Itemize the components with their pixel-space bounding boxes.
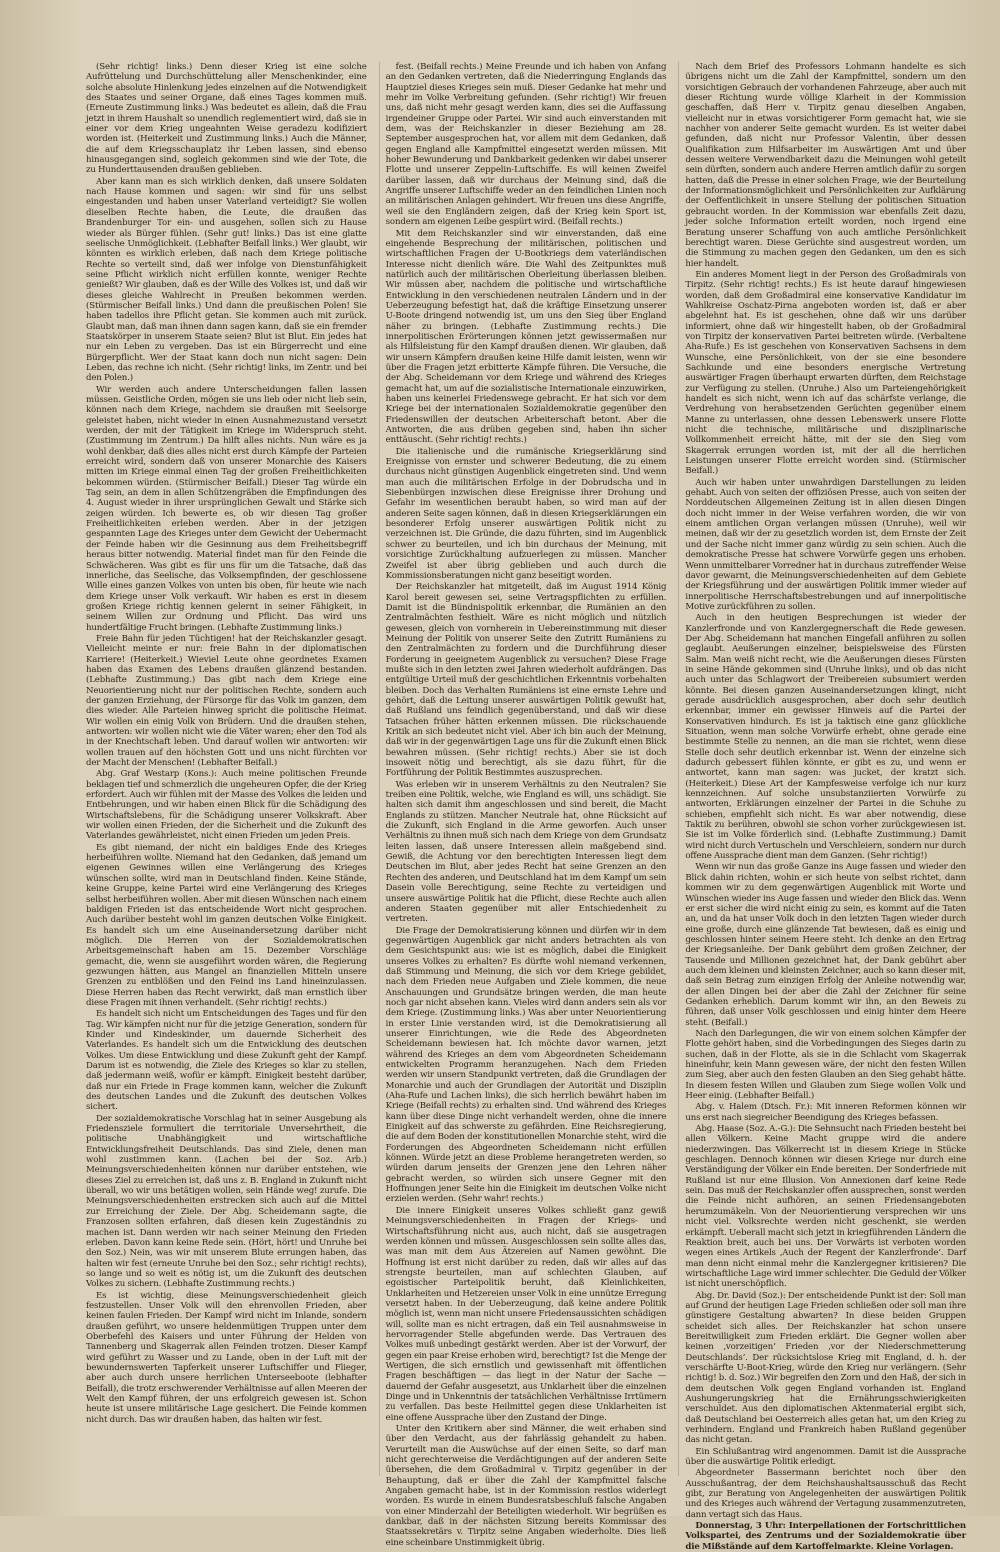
paragraph: Auch wir haben unter unwahrdigen Darstellungen zu leiden gehabt. Auch von seiten der offiziösen Presse, auch von seiten der Norddeutschen Allgemeinen Zeitung ist in allen diesen Dingen doch nicht immer in der Weise verfahren worden, die wir von einem amtlichen Organ verlangen müssen (Unruhe), weil wir meinen, daß wir der zu gesetzlich worden ist, dem Ernste der Zeit und der Sache nicht immer ganz würdig zu sein schien. Auch die demokratische Presse hat schwere Vorwürfe gegen uns erhoben. Wenn unmittelbarer Vorredner hat in durchaus zutreffender Weise davor gewarnt, die Meinungsverschiedenheiten auf dem Gebiete der Kriegsführung und der auswärtigen Politik immer wieder auf innerpolitische Herrschaftsbestrebungen und auf innerpolitische Motive zurückführen zu sollen. — [685, 477, 967, 612]
paragraph: Auch in den heutigen Besprechungen ist wieder der Kanzlerfronde und von Kanzlergegnerschaft die Rede gewesen. Der Abg. Scheidemann hat manchen Eingefall anführen zu sollen geglaubt. Aeußerungen einzelner, beispielsweise des Fürsten Salm. Man weiß nicht recht, wie die Aeußerungen dieses Fürsten in seine Hände gekommen sind (Unruhe links), und ob das nicht auch unter das Schlagwort der Treibereien subsumiert werden könnte. Bei diesen ganzen Auseinandersetzungen klingt, nicht gerade ausdrücklich ausgesprochen, aber doch sehr deutlich erkennbar, immer ein gewisser Hinweis auf die Partei der Konservativen hindurch. Es ist ja taktisch eine ganz glückliche Situation, wenn man solche Vorwürfe erhebt, ohne gerade eine bestimmte Stelle zu nennen, an die man sie richtet, wenn diese Stelle doch sehr deutlich erkennbar ist. Wenn der einzelne sich dadurch gebessert fühlen könnte, er gibt es zu, und wenn er antwortet, kann man sagen: was jucket, der kratzt sich. (Heiterkeit.) Diese Art der Kampfesweise verfolge ich nur kurz kennzeichnen. Auf solche unsubstanziierten Vorwürfe zu antworten, Erklärungen einzelner der Partei in die Schuhe zu schieben, empfiehlt sich nicht. Es war aber notwendig, diese Taktik zu berühren, obwohl sie schon vorher zurückgewiesen ist. Sie ist im Volke förderlich sind. (Lebhafte Zustimmung.) Damit wird nicht durch Vertuscheln und Verschleiern, sondern nur durch offene Aussprache dient man dem Ganzen. (Sehr richtig!) — [685, 613, 967, 862]
paragraph: Der Reichskanzler hat mitgeteilt, daß im August 1914 König Karol bereit gewesen sei, seine Vertragspflichten zu erfüllen. Damit ist die Bündnispolitik erkennbar, die Rumänien an den Zentralmächten festhielt. Wäre es nicht möglich und nützlich gewesen, gleich von vornherein in Uebereinstimmung mit dieser Meinung der Politik von unserer Seite den Zutritt Rumäniens zu den Zentralmächten zu fordern und die Durchführung dieser Forderung in geeignetem Augenblick zu versuchen? Diese Frage mußte sich in den letzten zwei Jahren wiederholt aufdrängen. Das entgültige Urteil muß der geschichtlichen Erkenntnis vorbehalten bleiben. Doch das Verhalten Rumäniens ist eine ernste Lehre und gehört, daß die Leitung unserer auswärtigen Politik gewußt hat, daß Rußland uns feindlich gegenüberstand, und daß wir diese Tatsachen früher hätten erkennen müssen. Die rückschauende Kritik an sich bedeutet nicht viel. Aber ich bin auch der Meinung, daß wir in der gegenwärtigen Lage uns für die Zukunft einen Blick bewahren müssen. (Sehr richtig! rechts.) Aber sie ist doch insoweit nötig und berechtigt, als sie dazu führt, für die Fortführung der Politik Bestimmtes auszusprechen. — [385, 582, 667, 779]
paragraph: Mit dem Reichskanzler sind wir einverstanden, daß eine eingehende Besprechung der militärischen, politischen und wirtschaftlichen Fragen der U-Bootkriegs dem vaterländischen Interesse nicht dienlich wäre. Die Wahl des Zeitpunktes muß natürlich auch der militärischen Oberleitung überlassen bleiben. Wir müssen aber, nachdem die politische und wirtschaftliche Entwicklung in den verschiedenen neutralen Ländern und in der Ueberzeugung befestigt hat, daß die kräftige Einsetzung unserer U-Boote dringend notwendig ist, um uns den Sieg über England näher zu bringen. (Lebhafte Zustimmung rechts.) Die innerpolitischen Erörterungen können jetzt gewissermaßen nur als Hilfsleistung für den Kampf draußen dienen. Wir glauben, daß wir unsern Kämpfern draußen keine Hilfe damit leisten, wenn wir über die Fragen jetzt erbitterte Kämpfe führen. Die Versuche, die der Abg. Scheidemann vor dem Kriege und während des Krieges gemacht hat, um auf die sozialistische Internationale einzuwirken, haben uns keinerlei Friedenswege gebracht. Er hat sich vor dem Kriege bei der internationalen Sozialdemokratie gegenüber den Friedenswillen der deutschen Arbeiterschaft betont. Aber die Antworten, die aus drüben gegeben sind, haben ihn sicher enttäuscht. (Sehr richtig! rechts.) — [385, 228, 667, 446]
paragraph: Die innere Einigkeit unseres Volkes schließt ganz gewiß Meinungsverschiedenheiten in Fragen der Kriegs- und Wirtschaftsführung nicht aus, auch nicht, daß sie ausgetragen werden können und müssen. Ausgeschlossen sein sollte alles das, was man mit dem Aus Ätzereien auf Namen gewöhnt. Die Hoffnung ist erst nicht darüber zu reden, daß wir alles auf das strengste beurteilen, man auf schlechten Glauben, auf egoistischer Parteipolitik beruht, daß Kleinlichkeiten, Unklarheiten und Hetzereien unser Volk in eine unnütze Erregung versetzt haben. In der Ueberzeugung, daß keine andere Politik möglich ist, wenn man nicht unsere Friedensaussichten schädigen will, sollte man es nicht ertragen, daß ein Teil ausnahmsweise in hervorragender Stelle abgefunden werde. Das Vertrauen des Volkes muß unbedingt gestärkt werden. Aber ist der Vorwurf, der gegen ein paar Kreise erhoben wird, berechtigt? Ist die Menge der Wertigen, die sich ernstlich und gewissenhaft mit öffentlichen Fragen beschäftigen — das liegt in der Natur der Sache — dauernd der Gefahr ausgesetzt, aus Unklarheit über die einzelnen Dinge und in Unkenntnis der tatsächlichen Verhältnisse Irrtümern zu verfallen. Das beste Heilmittel gegen diese Unklarheiten ist eine offene Aussprache über den Zustand der Dinge. — [385, 1205, 667, 1423]
paragraph: Die Frage der Demokratisierung können und dürfen wir in dem gegenwärtigen Augenblick gar nicht anders betrachten als von dem Gesichtspunkt aus: wie ist es möglich, dabei die Einigkeit unseres Volkes zu erhalten? Es dürfte wohl niemand verkennen, daß Stimmung und Meinung, die sich vor dem Kriege gebildet, nach dem Frieden neue Aufgaben und Ziele kommen, die neue Anschauungen und Grundsätze bringen werden, die man heute noch gar nicht absehen kann. Vieles wird dann anders sein als vor dem Kriege. (Zustimmung links.) Was aber unter Neuorientierung in erster Linie verstanden wird, ist die Demokratisierung all unserer Einrichtungen, wie die Rede des Abgeordneten Scheidemann bewiesen hat. Ich möchte davor warnen, jetzt während des Krieges an dem vom Abgeordneten Scheidemann entwickelten Programm heranzugehen. Nach dem Frieden werden wir unsern Standpunkt vertreten, daß die Grundlagen der Monarchie und auch der Grundlagen der Autorität und Disziplin (Aha-Rufe und Lachen links), die sich herrlich bewährt haben im Kriege (Beifall rechts) zu erhalten sind. Und während des Krieges kann über diese Dinge nicht verhandelt werden, ohne die innere Einigkeit auf das schwerste zu gefährden. Eine Reichsregierung, die auf dem Boden der konstitutionellen Monarchie steht, wird die Forderungen des Abgeordneten Scheidemann nicht erfüllen können. Würde jetzt an diese Probleme herangetreten werden, so würden darum jenseits der Grenzen jene den Lehren näher gebracht werden, so würden sich unsere Gegner mit den Hoffnungen jener Seite hin die Einigkeit im deutschen Volke nicht erzielen werden. (Sehr wahr! rechts.) — [385, 925, 667, 1205]
column-right — [678, 62, 967, 1552]
paragraph: Die italienische und die rumänische Kriegserklärung sind Ereignisse von ernster und schwerer Bedeutung, die zu einem durchaus nicht günstigen Augenblick eingetreten sind. Und wenn man auch die militärischen Erfolge in der Dobrudscha und in Siebenbürgen inzwischen diese Ereignisse ihrer Drohung und Gefahr im wesentlichen beraubt haben, so wird man auf der anderen Seite sagen können, daß in diesen Kriegserklärungen ein besonderer Erfolg unserer auswärtigen Politik nicht zu verzeichnen ist. Die Gründe, die dazu führten, sind im Augenblick schwer zu beurteilen, und ich bin durchaus der Meinung, mit vorsichtige Zurückhaltung aufzuerlegen zu müssen. Mancher Zweifel ist aber übrig geblieben und auch durch die Kommissionsberatungen nicht ganz beseitigt worden. — [385, 446, 667, 581]
paragraph: Unter den Kritikern aber sind Männer, die weit erhaben sind über den Verdacht, aus der fahrlässig gehandelt zu haben. Verurteilt man die Auswüchse auf der einen Seite, so darf man nicht gerechterweise die Verdächtigungen auf der anderen Seite übersehen, die dem Großadmiral v. Tirpitz gegenüber in der Behauptung, daß er über die Zahl der Kampfmittel falsche Angaben gemacht habe, ist in der Kommission restlos widerlegt worden. Es wurde in einem Bundesratsbeschluß falsche Angaben von einer Minderzahl der Beteiligten wiederholt. Wir begrüßen es dankbar, daß in der nächsten Sitzung bereits Kommissar des Staatssekretärs v. Tirpitz seine Angaben wiederholte. Dies ließ eine scheinbare Unstimmigkeit übrig. — [385, 1424, 667, 1548]
paragraph: fest. (Beifall rechts.) Meine Freunde und ich haben von Anfang an den Gedanken vertreten, daß die Niederringung Englands das Hauptziel dieses Krieges sein muß. Dieser Gedanke hat mehr und mehr im Volke Verbreitung gefunden. (Sehr richtig!) Wir freuen uns, daß nicht mehr gesagt werden kann, dies sei die Auffassung irgendeiner Gruppe oder Partei. Wir sind auch einverstanden mit dem, was der Reichskanzler in dieser Beziehung am 28. September ausgesprochen hat, vor allem mit dem Gedanken, daß gegen England alle Kampfmittel eingesetzt werden müssen. Mit hoher Bewunderung und Dankbarkeit gedenken wir dabei unserer Flotte und unserer Zeppelin-Luftschiffe. Es will keinen Zweifel darüber lassen, daß wir durchaus der Meinung sind, daß die Angriffe unserer Luftschiffe weder an den feindlichen Linien noch an militärischen Anlagen gehindert. Wir freuen uns diese Angriffe, weil sie den Engländern zeigen, daß der Krieg kein Sport ist, sondern am eigenen Leibe gespürt wird. (Beifall rechts.) — [385, 62, 667, 228]
paragraph: Es ist wichtig, diese Meinungsverschiedenheit gleich festzustellen. Unser Volk will den ehrenvollen Frieden, aber keinen faulen Frieden. Der Kampf wird nicht im Inlande, sondern draußen geführt, wo unsere heldenmütigen Truppen unter dem Oberbefehl des Kaisers und unter Führung der Helden von Tannenberg und Skagerrak allen Feinden trotzen. Dieser Kampf wird geführt zu Wasser und zu Lande, oben in der Luft mit der bewundernswerten Tapferkeit unserer Luftschiffer und Flieger, aber auch durch unsere herrlichen Unterseeboote (lebhafter Beifall), die trotz erschwerender Verhältnisse auf allen Meeren der Welt den Kampf führen, der uns erfolgreich gewesen ist. Schon heute ist unsere militärische Lage gesichert. Die Feinde kommen nicht durch. Das wir draußen haben, das halten wir fest. — [86, 1290, 367, 1425]
paragraph: Nach den Darlegungen, die wir von einem solchen Kämpfer der Flotte gehört haben, sind die Vorbedingungen des Sieges darin zu suchen, daß in der Flotte, als sie in die Schlacht vom Skagerrak hineinfuhr, kein Mann gewesen wäre, der nicht den festen Willen zum Sieg, aber auch den festen Glauben an den Sieg gehabt hätte. In diesem festen Willen und Glauben zum Siege wollen Volk und Heer einig. (Lebhafter Beifall.) — [685, 1028, 967, 1102]
column-middle — [379, 62, 667, 1548]
column-left — [86, 62, 367, 1476]
paragraph: Wir werden auch andere Unterscheidungen fallen lassen müssen. Geistliche Orden, mögen sie uns lieb oder nicht lieb sein, können nach dem Kriege, nachdem sie draußen mit Seelsorge geleistet haben, nicht wieder in einen Ausnahmezustand versetzt werden, der mit der Tätigkeit im Kriege im Widerspruch steht. (Zustimmung im Zentrum.) Da hilft alles nichts. Nun wäre es ja wohl denkbar, daß dies alles nicht erst durch Kämpfe der Parteien erreicht wird, sondern daß von unserer Monarchie des Kaisers mitten im Kriege einmal einen Tag der großen Freiheitlichkeiten bekommen würden. (Stürmischer Beifall.) Dieser Tag würde ein Tag sein, an dem in allen Schützengräben die Empfindungen des 4. August wieder in ihrer ursprünglichen Gewalt und Stärke sich zeigen würden. Ich bewerte es, ob wir diesen Tag großer Freiheitlichkeiten erleben werden. Aber in der jetzigen gespannten Lage des Krieges unter dem Gewicht der Uebermacht der Feinde haben wir die Gesinnung aus dem Freiheitsbegriff heraus bitter notwendig. Material findet man für den Feinde die Schwächeren. Was gibt es für uns für um die Tatsache, daß das innerliche, das Seelische, das Volksempfinden, der geschlossene Wille eines ganzen Volkes von unten bis oben, für heute wie nach dem Kriege unser Volk verkauft. Wir haben es erst in diesem großen Kriege richtig kennen gelernt in seiner Fähigkeit, in seinem Willen zur Ordnung und Pflicht. Das wird uns hundertfältige Frucht bringen. (Lebhafte Zustimmung links.) — [86, 384, 367, 633]
paragraph: (Sehr richtig! links.) Denn dieser Krieg ist eine solche Aufrüttelung und Durchschüttelung aller Menschenkinder, eine solche absolute Hinlenkung jedes einzelnen auf die Notwendigkeit des Staates und seiner Organe, daß eines Tages kommen muß. (Erneute Zustimmung links.) Was bedeutet es allein, daß die Frau jetzt in ihrem Haushalt so unendlich reglementiert wird, daß sie in einer vor dem Krieg ungeahnten Weise geradezu kodifiziert worden ist. (Heiterkeit und Zustimmung links.) Auch die Männer, die auf dem Kriegsschauplatz ihr Leben lassen, sind ebenso hinausgegangen sind, sogleich gekommen sind wie der Tote, die zu Hunderttausenden draußen geblieben. — [86, 62, 367, 176]
paragraph: Es handelt sich nicht um Entscheidungen des Tages und für den Tag. Wir kämpfen nicht nur für die jetzige Generation, sondern für Kinder und Kindeskinder, um dauernde Sicherheit des Vaterlandes. Es handelt sich um die Entwicklung des deutschen Volkes. Um diese Entwicklung und diese Zukunft geht der Kampf. Darum ist es notwendig, die Ziele des Krieges so klar zu stellen, daß jedermann weiß, wofür er kämpft. Einigkeit besteht darüber, daß nur ein Friede in Frage kommen kann, welcher die Zukunft des deutschen Landes und die Zukunft des deutschen Volkes sichert. — [86, 1009, 367, 1113]
paragraph: Der sozialdemokratische Vorschlag hat in seiner Ausgebung als Friedensziele formuliert die territoriale Unversehrtheit, die politische Unabhängigkeit und wirtschaftliche Entwicklungsfreiheit Deutschlands. Das sind Ziele, denen man wohl zustimmen kann. (Lachen bei der Soz. Arb.) Meinungsverschiedenheiten können nur darüber entstehen, wie dieses Ziel zu erreichen ist, daß uns z. B. England in Zukunft nicht überall, wo wir uns betätigen wollen, sein Hände weg! zurufe. Die Meinungsverschiedenheiten erstrecken sich auch auf die Mittel zur Erreichung der Ziele. Der Abg. Scheidemann sagte, die Franzosen sollten erfahren, daß diesen kein Zugeständnis zu machen ist. Dann werden wir nach seiner Meinung den Frieden erleben. Davon kann keine Rede sein. (Hört, hört! und Unruhe bei den Soz.) Nein, was wir mit unserem Blute errungen haben, das halten wir fest (erneute Unruhe bei den Soz.; sehr richtig! rechts), so lange und so weit es nötig ist, um die Zukunft des deutschen Volkes zu sichern. (Lebhafte Zustimmung rechts.) — [86, 1113, 367, 1290]
paragraph: Abg. Graf Westarp (Kons.): Auch meine politischen Freunde beklagen tief und schmerzlich die ungeheuren Opfer, die der Krieg erfordert. Auch wir fühlen mit der Masse des Volkes die leiden und Entbehrungen, und wir haben einen Blick für die Schädigung des Wirtschaftslebens, für die Schädigung unserer Volkskraft. Aber wir wollen einen Frieden, der die Sicherheit und die Zukunft des Vaterlandes gewährleistet, nicht einen Frieden um jeden Preis. — [86, 769, 367, 842]
paragraph: Nach dem Brief des Professors Lohmann handelte es sich übrigens nicht um die Zahl der Kampfmittel, sondern um den vorsichtigen Gebrauch der vorhandenen Fahrzeuge, aber auch mit dieser Richtung wurde völlige Klarheit in der Kommission geschaffen, daß Herr v. Tirpitz genau dieselben Angaben, vielleicht nur in etwas vorsichtigerer Form gemacht hat, wie sie nachher von anderer Seite gemacht wurden. Es ist weiter dabei gefunden, daß nicht nur Professor Valentin, über dessen Qualifikation zum Hilfsarbeiter im Auswärtigen Amt und über dessen weitere Verwendbarkeit dazu die Meinungen wohl geteilt sein dürften, sondern auch andere Herren amtlich dafür zu sorgen hatten, daß die Presse in einer solchen Frage, wie der Beurteilung der Informationsmöglichkeit und Persönlichkeiten zur Aufklärung der Oeffentlichkeit in unsere Stellung der politischen Situation gebraucht worden. In der Kommission war ebenfalls Zeit dazu, jeder solche Information erteilt worden, noch irgend eine Beratung unserer Schaffung von auch amtliche Persönlichkeit berechtigt waren. Diese Gerüchte sind ausgestreut worden, um die Stimmung zu machen gegen den Gedanken, um den es sich hier handelt. — [685, 62, 967, 269]
paragraph: Abg. v. Halem (Dtsch. Fr.): Mit inneren Reformen können wir uns erst nach siegreicher Beendigung des Krieges befassen. — [685, 1102, 967, 1123]
text-columns — [86, 62, 967, 1552]
paragraph: Ein anderes Moment liegt in der Person des Großadmirals von Tirpitz. (Sehr richtig! rechts.) Es ist heute darauf hingewiesen worden, daß dem Großadmiral eine konservative Kandidatur im Wahlkreise Oschatz-Pirna angeboten worden ist, daß er aber abgelehnt hat. Es ist geschehen, ohne daß wir uns darüber informiert, ohne daß wir hingestellt haben, ob der Großadmiral von Tirpitz der konservativen Partei beitreten würde. (Verbaltene Aha-Rufe.) Es ist geschehen von Konservativen Sachsens in dem Wunsche, eine Persönlichkeit, von der sie eine besondere Sachkunde und eine besonders energische Vertretung auswärtiger Fragen überhaupt erwarten dürften, dem Reichstage zur Verfügung zu stellen. (Unruhe.) Also um Parteiengehörigkeit handelt es sich nicht, wenn ich auf das schärfste verlange, die Verdrehung von herabsetzenden Gerüchten gegenüber einem Manne zu unterlassen, ohne dessen Lebenswerk unsere Flotte nicht die technische, militärische und disziplinarische Vollkommenheit erreicht hätte, mit der sie den Sieg vom Skagerrak errungen worden ist, mit der all die herrlichen Leistungen unserer Flotte erreicht worden sind. (Stürmischer Beifall.) — [685, 269, 967, 477]
paragraph: Wenn wir nun das große Ganze ins Auge fassen und wieder den Blick dahin richten, wohin er sich heute von selbst richtet, dann kommen wir zu dem gegenwärtigen Augenblick mit Worte und Wünschen wieder ins Auge fassen und wieder den Blick das. Wenn er erst sicher die wird nicht einig zu sein, es kommt auf die Taten an, und da hat unser Volk doch in den letzten Tagen wieder durch eine große, durch eine glänzende Tat bewiesen, daß es einig und geschlossen hinter seinem Heere steht. Ich denke an den Ertrag der Kriegsanleihe. Der Dank gebührt dem großen Zeichner, der Tausende und Millionen gezeichnet hat, der Dank gebührt aber auch dem kleinen und kleinsten Zeichner, auch so kann dieser mit, daß sein Betrag zum einzigen Erfolg der Anleihe notwendig war, der allen Dingen bei der aber die Zahl der Zeichner für seine Gedanken erheblich. Darum kommt wir ihn, an den Beweis zu führen, daß unser Volk geschlossen und einig hinter dem Heere steht. (Beifall.) — [685, 862, 967, 1028]
paragraph: Donnerstag, 3 Uhr: Interpellationen der Fortschrittlichen Volkspartei, des Zentrums und der Sozialdemokratie über die Mißstände auf dem Kartoffelmarkte. Kleine Vorlagen. — [685, 1521, 967, 1552]
paragraph: Abgeordneter Bassermann berichtet noch über den Ausschußantrag, der dem Reichshaushaltsausschuß das Recht gibt, zur Beratung von Angelegenheiten der auswärtigen Politik und des Krieges auch während der Vertagung zusammenzutreten, dann vertagt sich das Haus. — [685, 1468, 967, 1520]
paragraph: Was erleben wir in unserem Verhältnis zu den Neutralen? Sie treiben eine Politik, welche, wie England es will, uns schädigt. Sie halten sich damit ihm angeschlossen und sind bereit, die Macht Englands zu stützen. Mancher Neutrale hat, ohne Rücksicht auf die Zukunft, sich England in die Arme geworfen. Auch unser Verhältnis zu ihnen muß sich nach dem Kriege von dem Grundsatz leiten lassen, daß unsere Interessen allein maßgebend sind. Gewiß, die Achtung vor den berechtigten Interessen liegt dem Deutschen im Blut, aber jedes Recht hat seine Grenzen an den Rechten des anderen, und Deutschland hat im dem Kampf um sein Dasein volle Berechtigung, seine Rechte zu verteidigen und unsere auswärtige Politik hat die Pflicht, diese Rechte auch allen anderen Staaten gegenüber mit aller Entschiedenheit zu vertreten. — [385, 779, 667, 925]
paragraph: Aber kann man es sich wirklich denken, daß unsere Soldaten nach Hause kommen und sagen: wir sind für uns selbst eingestanden und haben unser Vaterland verteidigt? Sie wollen dieselben Rechte haben, die Leute, die draußen das Brandenburger Tor ein- und ausgehen, sollen sich zu Hause wieder als Bürger fühlen. (Sehr gut! links.) Das ist eine glatte seelische Unmöglichkeit. (Lebhafter Beifall links.) Wer glaubt, wir könnten es wirklich erleben, daß nach dem Kriege politische Rechte so verteilt sind, daß wer infolge von Dienstunfähigkeit seine Pflicht wirklich nicht erfüllen konnte, weniger Rechte genießt? Wir glauben, daß es der Wille des Volkes ist, und daß wir dieses gleiche Wahlrecht in Preußen bekommen werden. (Stürmischer Beifall links.) Und dann die preußischen Polen! Sie haben tadellos ihre Pflicht getan. Sie kommen auch mit zurück. Glaubt man, daß man ihnen dann sagen kann, daß sie ein fremder Staatskörper in unserem Staate seien? Blut ist Blut. Ein jedes hat nur ein Leben zu vergeben. Das ist ein Bürgerrecht und eine Bürgerpflicht. Wer der Staat kann doch nun nicht sagen: Dein Leben, das rechne ich nicht. (Sehr richtig! links, im Zentr. und bei den Polen.) — [86, 176, 367, 384]
paragraph: Abg. Haase (Soz. A.-G.): Die Sehnsucht nach Frieden besteht bei allen Völkern. Keine Macht gruppe wird die andere niederzwingen. Das Völkerrecht ist in diesem Kriege in Stücke geschlagen. Dennoch können wir diesen Kriege nur durch eine Verständigung der Völker ein Ende bereiten. Der Sonderfriede mit Rußland ist nur eine Illusion. Von Annexionen darf keine Rede sein. Das muß der Reichskanzler offen aussprechen, sonst werden die Feinde nicht aufhören, an seinen Friedensangeboten herumzumäkeln. Von der Neuorientierung versprechen wir uns nicht viel. Volksrechte werden nicht geschenkt, sie werden erkämpft. Ueberall macht sich jetzt in kriegführenden Ländern die Reaktion breit, auch bei uns. Der Vorwärts ist verboten worden wegen eines Artikels ‚Auch der Regent der Kanzlerfronde‘. Darf man denn nicht einmal mehr die Kanzlergegner kritisieren? Die wirtschaftliche Lage wird immer schlechter. Die Geduld der Völker ist nicht unerschöpflich. — [685, 1124, 967, 1290]
paragraph: Ein Schlußantrag wird angenommen. Damit ist die Aussprache über die auswärtige Politik erledigt. — [685, 1446, 967, 1468]
paragraph: Es gibt niemand, der nicht ein baldiges Ende des Krieges herbeiführen wollte. Niemand hat den Gedanken, daß jemand um eigenen Gewinnes willen eine Verlängerung des Krieges wünschen sollte, wird man in Deutschland finden. Keine Stände, keine Gruppe, keine Partei wird eine Verlängerung des Krieges selbst herbeiführen wollen. Aber mit diesen Wünschen nach einem baldigen Frieden ist das entscheidende Wort nicht gesprochen. Auch darüber besteht wohl im ganzen deutschen Volke Einigkeit. Es handelt sich um eine Auseinandersetzung darüber nicht möglich. Die Herren von der Sozialdemokratischen Arbeitsgemeinschaft haben am 15. Dezember Vorschläge gemacht, die, wenn sie ausgeführt worden wären, die Regierung gezwungen hätten, aus Mangel an finanziellen Mitteln unsere Grenzen zu entblößen und den Feind ins Land hineinzulassen. Diese Herren haben das Recht verwirkt, daß man ernstlich über diese Fragen mit ihnen verhandelt. (Sehr richtig! rechts.) — [86, 842, 367, 1008]
paragraph: Abg. Dr. David (Soz.): Der entscheidende Punkt ist der: Soll man auf Grund der heutigen Lage Frieden schließen oder soll man ihre günstigere Gestaltung abwarten? In diese beiden Gruppen scheidet sich alles. Der Reichskanzler hat schon unsere Bereitwilligkeit zum Frieden erklärt. Die Gegner wollen aber keinen ‚vorzeitigen‘ Frieden ‚vor der Niederschmetterung Deutschlands‘. Der rücksichtslose Krieg mit England, d. h. der verschärfte U-Boot-Krieg, würde den Krieg nur verlängern. (Sehr richtig! b. d. Soz.) Wir begreifen den Zorn und den Haß, der sich in dem deutschen Volk gegen England vorhanden ist. England Aushungerungskrieg hat die Ernährungsschwierigkeiten verschuldet. Aus den diplomatischen Aktenmaterial ergibt sich, daß Deutschland bei Oesterreich alles getan hat, um den Krieg zu verhindern. England und Frankreich haben Rußland gegenüber das nicht getan. — [685, 1290, 967, 1446]
paragraph: Freie Bahn für jeden Tüchtigen! hat der Reichskanzler gesagt. Vielleicht meinte er nur: freie Bahn in der diplomatischen Karriere! (Heiterkeit.) Wieviel Leute ohne geordnetes Examen haben das Examen des Lebens draußen glänzend bestanden. (Lebhafte Zustimmung.) Das gibt nach dem Kriege eine Neuorientierung nicht nur der politischen Rechte, sondern auch der ganzen Erziehung, der Fürsorge für das Volk im ganzen, dem dies wieder. Alle Parteien hinweg spricht die politische Heimat. Wir wollen ein einig Volk von Brüdern. Und die draußen stehen, antworten: wir wollen nicht wie die Väter waren; eher den Tod als in der Knechtschaft leben. Und darauf wollen wir antworten: wir wollen trauen auf den höchsten Gott und uns nicht fürchten vor der Macht der Menschen! (Lebhafter Beifall.) — [86, 633, 367, 769]
